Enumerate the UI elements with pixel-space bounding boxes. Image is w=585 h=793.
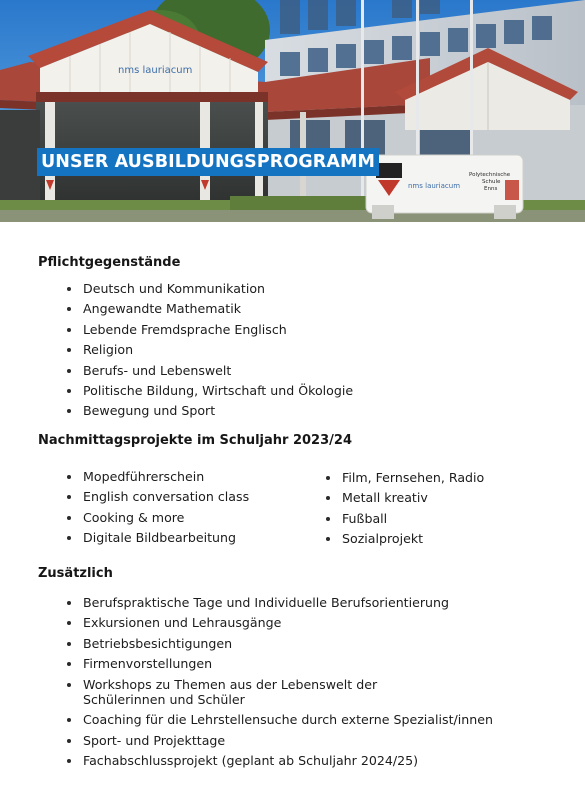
list-item: Coaching für die Lehrstellensuche durch externe Spezialist/innen bbox=[67, 712, 493, 727]
list-item: Deutsch und Kommunikation bbox=[67, 281, 353, 296]
monument-sign-right-2: Schule bbox=[482, 179, 501, 185]
list-item: English conversation class bbox=[67, 489, 249, 504]
list-item: Bewegung und Sport bbox=[67, 403, 353, 418]
list-item: Lebende Fremdsprache Englisch bbox=[67, 322, 353, 337]
list-item: Berufs- und Lebenswelt bbox=[67, 363, 353, 378]
program-banner: UNSER AUSBILDUNGSPROGRAMM bbox=[37, 148, 379, 176]
list-item-workshops bbox=[67, 677, 493, 708]
zusaetzlich-list bbox=[67, 595, 493, 769]
workshops-line-1: Workshops zu Themen aus der Lebenswelt der bbox=[83, 676, 378, 692]
workshops-line-2: Schülerinnen und Schüler bbox=[83, 692, 245, 708]
monument-sign-right-1: Polytechnische bbox=[469, 172, 511, 178]
list-item: Cooking & more bbox=[67, 510, 249, 525]
monument-sign-left: nms lauriacum bbox=[408, 182, 461, 190]
list-item: Mopedführerschein bbox=[67, 469, 249, 484]
section-heading-nachmittag: Nachmittagsprojekte im Schuljahr 2023/24 bbox=[38, 433, 352, 448]
nachmittag-list-right bbox=[326, 470, 484, 547]
nachmittag-list-left bbox=[67, 469, 249, 546]
list-item: Angewandte Mathematik bbox=[67, 301, 353, 316]
list-item: Politische Bildung, Wirtschaft und Ökologie bbox=[67, 383, 353, 398]
list-item: Fußball bbox=[326, 511, 484, 526]
pflicht-list bbox=[67, 281, 353, 419]
hero-photo bbox=[0, 0, 585, 222]
list-item: Betriebsbesichtigungen bbox=[67, 636, 493, 651]
list-item: Sport- und Projekttage bbox=[67, 733, 493, 748]
building-sign: nms lauriacum bbox=[118, 65, 193, 76]
list-item: Film, Fernsehen, Radio bbox=[326, 470, 484, 485]
list-item: Firmenvorstellungen bbox=[67, 656, 493, 671]
section-heading-zusaetzlich: Zusätzlich bbox=[38, 566, 113, 581]
list-item: Religion bbox=[67, 342, 353, 357]
list-item: Exkursionen und Lehrausgänge bbox=[67, 615, 493, 630]
school-building-illustration bbox=[0, 0, 585, 222]
list-item: Fachabschlussprojekt (geplant ab Schuljahr 2024/25) bbox=[67, 753, 493, 768]
section-heading-pflicht: Pflichtgegenstände bbox=[38, 255, 181, 270]
list-item: Metall kreativ bbox=[326, 490, 484, 505]
list-item: Berufspraktische Tage und Individuelle Berufsorientierung bbox=[67, 595, 493, 610]
list-item: Digitale Bildbearbeitung bbox=[67, 530, 249, 545]
monument-sign-right-3: Enns bbox=[484, 186, 498, 192]
list-item: Sozialprojekt bbox=[326, 531, 484, 546]
